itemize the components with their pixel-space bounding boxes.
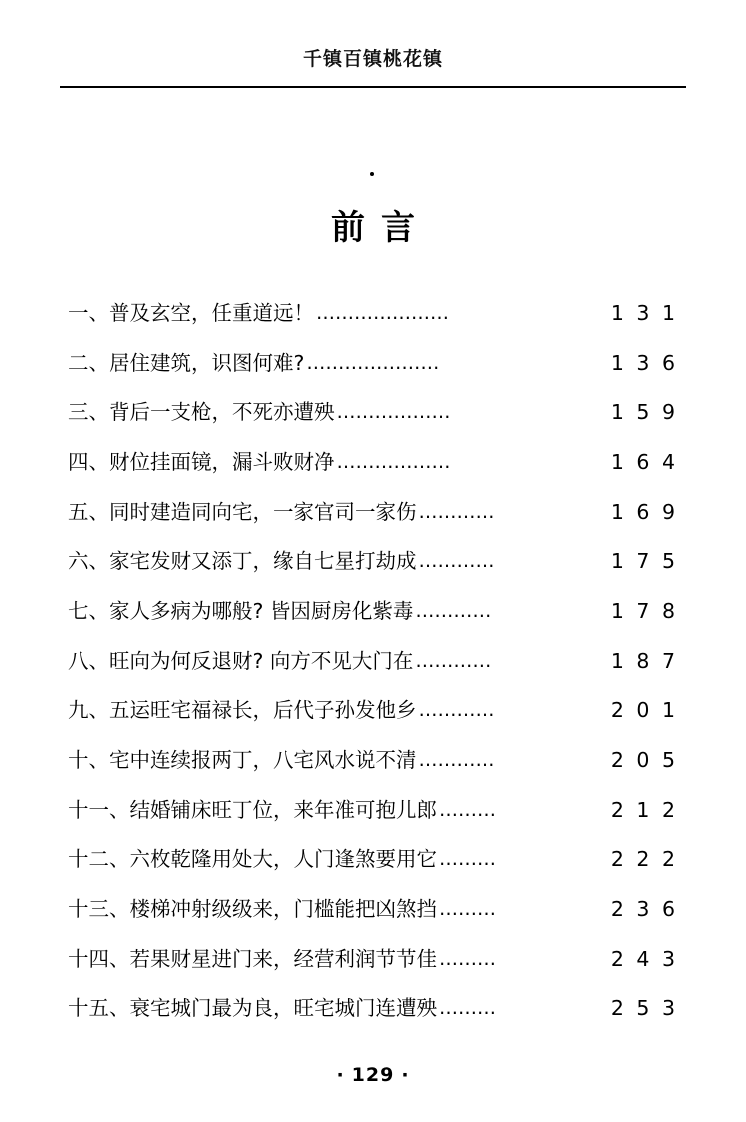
toc-entry-label: 七、家人多病为哪般? 皆因厨房化紫毒 <box>68 599 414 624</box>
toc-entry[interactable] <box>68 747 678 775</box>
footer-dot-left: · <box>336 1064 345 1086</box>
toc-entry[interactable] <box>68 797 678 825</box>
toc-entry[interactable] <box>68 399 678 427</box>
toc-leader-dots: ………… <box>418 550 495 573</box>
decorative-dot <box>370 172 374 176</box>
running-header <box>0 44 746 71</box>
table-of-contents <box>0 300 746 1045</box>
toc-entry-page: 1 7 8 <box>610 599 678 624</box>
toc-leader-dots: ………… <box>418 500 495 523</box>
toc-entry-page: 1 3 1 <box>610 301 678 325</box>
toc-entry-page: 1 6 9 <box>610 499 678 524</box>
toc-leader-dots: ……… <box>439 798 496 821</box>
toc-leader-dots: ………………… <box>316 302 449 324</box>
toc-entry-label: 十二、六枚乾隆用处大，人门逢煞要用它 <box>68 847 437 872</box>
toc-entry[interactable] <box>68 846 678 874</box>
toc-entry-page: 2 5 3 <box>610 996 678 1021</box>
toc-entry-page: 1 8 7 <box>610 648 678 673</box>
toc-leader-dots: ……… <box>439 947 496 970</box>
toc-entry-label: 八、旺向为何反退财? 向方不见大门在 <box>68 648 414 673</box>
toc-entry-page: 2 3 6 <box>610 897 678 922</box>
toc-entry-label: 三、背后一支枪，不死亦遭殃 <box>68 400 335 425</box>
toc-leader-dots: ……………… <box>336 401 451 424</box>
toc-entry[interactable] <box>68 598 678 626</box>
toc-entry[interactable] <box>68 350 678 378</box>
running-header-title: 千镇百镇桃花镇 <box>302 48 443 70</box>
toc-entry[interactable] <box>68 648 678 676</box>
toc-entry[interactable] <box>68 896 678 924</box>
toc-entry-page: 2 1 2 <box>610 797 678 822</box>
page-number: 129 <box>351 1064 395 1086</box>
toc-entry[interactable] <box>68 946 678 974</box>
toc-entry-page: 1 7 5 <box>610 549 678 574</box>
toc-entry[interactable] <box>68 300 678 328</box>
toc-leader-dots: ………… <box>415 600 492 623</box>
toc-leader-dots: ………… <box>418 749 495 772</box>
toc-entry[interactable] <box>68 697 678 725</box>
toc-entry-page: 1 5 9 <box>610 400 678 425</box>
toc-entry-page: 2 4 3 <box>610 946 678 971</box>
toc-entry-page: 2 0 5 <box>610 748 678 773</box>
toc-entry-label: 十四、若果财星进门来，经营利润节节佳 <box>68 946 437 971</box>
toc-entry-label: 六、家宅发财又添丁，缘自七星打劫成 <box>68 549 417 574</box>
toc-entry-label: 十五、衰宅城门最为良，旺宅城门连遭殃 <box>68 996 437 1021</box>
toc-entry[interactable] <box>68 499 678 527</box>
toc-leader-dots: ……… <box>439 997 496 1020</box>
toc-entry-label: 十三、楼梯冲射级级来，门槛能把凶煞挡 <box>68 897 437 922</box>
toc-entry-label: 十一、结婚铺床旺丁位，来年准可抱儿郎 <box>68 797 437 822</box>
toc-entry-label: 五、同时建造同向宅，一家官司一家伤 <box>68 499 417 524</box>
toc-entry-label: 十、宅中连续报两丁，八宅风水说不清 <box>68 748 417 773</box>
toc-entry-label: 二、居住建筑，识图何难? <box>68 350 305 375</box>
toc-leader-dots: ………………… <box>306 351 440 374</box>
toc-entry-label: 九、五运旺宅福禄长，后代子孙发他乡 <box>68 698 417 723</box>
toc-leader-dots: ……… <box>439 898 496 921</box>
toc-entry-page: 1 6 4 <box>610 450 678 475</box>
toc-leader-dots: ………… <box>415 649 492 672</box>
toc-entry[interactable] <box>68 449 678 477</box>
footer-dot-right: · <box>401 1064 410 1086</box>
toc-entry-label: 四、财位挂面镜，漏斗败财净 <box>68 450 335 475</box>
toc-entry-page: 2 0 1 <box>610 698 678 723</box>
toc-entry-page: 1 3 6 <box>610 350 678 375</box>
toc-leader-dots: ……………… <box>336 451 451 474</box>
page-footer <box>0 1064 746 1086</box>
toc-entry[interactable] <box>68 995 678 1023</box>
toc-leader-dots: ……… <box>439 848 496 871</box>
header-divider <box>60 86 686 88</box>
toc-leader-dots: ………… <box>418 699 495 722</box>
toc-entry-page: 2 2 2 <box>610 847 678 872</box>
toc-entry-label: 一、普及玄空，任重道远！ <box>68 301 314 325</box>
page-title: 前言 <box>331 208 431 248</box>
toc-entry[interactable] <box>68 548 678 576</box>
